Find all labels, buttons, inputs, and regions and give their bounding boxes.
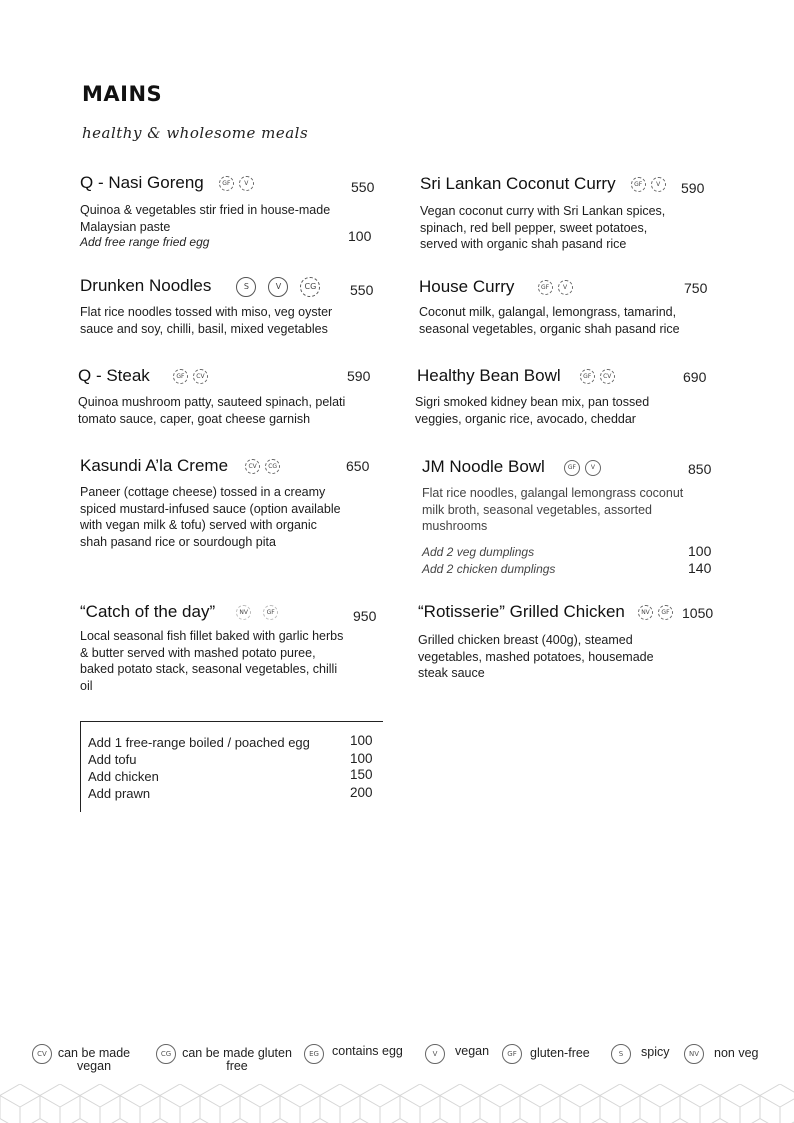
legend-label: gluten-free xyxy=(530,1046,590,1060)
dish-price: 550 xyxy=(351,179,375,195)
dish-name: Drunken Noodles xyxy=(80,276,212,295)
dish-badges xyxy=(580,369,615,384)
legend-item-vegan xyxy=(425,1044,489,1064)
can-be-gluten-free-icon: CG xyxy=(300,277,320,297)
legend-item-contains-egg xyxy=(304,1044,403,1064)
dish-badges xyxy=(236,277,320,297)
dish-kasundi-ala-creme xyxy=(80,456,280,476)
can-be-vegan-icon: CV xyxy=(193,369,208,384)
addon-price: 150 xyxy=(350,767,373,782)
dish-badges xyxy=(219,176,254,191)
dish-description: Quinoa & vegetables stir fried in house-made Malaysian paste xyxy=(80,203,331,234)
legend-item-gluten-free xyxy=(502,1044,590,1064)
addon-price: 200 xyxy=(350,785,373,800)
dish-badges xyxy=(564,460,601,476)
dish-description: Paneer (cottage cheese) tossed in a creamy spiced mustard-infused sauce (option available with vegan milk & tofu) served with organic shah pasand rice or sourdough pita xyxy=(80,485,341,549)
dish-catch-of-the-day xyxy=(80,602,278,622)
dish-price: 750 xyxy=(684,280,708,296)
contains-egg-icon: EG xyxy=(304,1044,324,1064)
gluten-free-icon: GF xyxy=(631,177,646,192)
legend-item-can-be-gluten-free xyxy=(156,1044,296,1073)
non-veg-icon: NV xyxy=(638,605,653,620)
vegan-icon: V xyxy=(651,177,666,192)
dish-name: JM Noodle Bowl xyxy=(422,457,545,476)
dish-name: “Rotisserie” Grilled Chicken xyxy=(418,602,625,621)
dish-name: Kasundi A’la Creme xyxy=(80,456,229,475)
can-be-gluten-free-icon: CG xyxy=(265,459,280,474)
gluten-free-icon: GF xyxy=(502,1044,522,1064)
gluten-free-icon: GF xyxy=(219,176,234,191)
dish-extra-label: Add 2 chicken dumplings xyxy=(422,562,556,576)
vegan-icon: V xyxy=(425,1044,445,1064)
can-be-vegan-icon: CV xyxy=(245,459,260,474)
decorative-footer-pattern xyxy=(0,1084,794,1123)
menu-section-title: MAINS xyxy=(82,82,163,106)
dish-rotisserie-grilled-chicken xyxy=(418,602,673,622)
dish-badges xyxy=(173,369,208,384)
dish-extra-label: Add 2 veg dumplings xyxy=(422,545,535,559)
dish-price: 850 xyxy=(688,461,712,477)
dish-nasi-goreng xyxy=(80,173,254,193)
dish-price: 590 xyxy=(681,180,705,196)
dish-extra-price: 100 xyxy=(688,543,712,559)
dish-price: 590 xyxy=(347,368,371,384)
dish-description: Quinoa mushroom patty, sauteed spinach, pelati tomato sauce, caper, goat cheese garnish xyxy=(78,395,346,426)
dish-name: Q - Nasi Goreng xyxy=(80,173,204,192)
vegan-icon: V xyxy=(585,460,601,476)
spicy-icon: S xyxy=(611,1044,631,1064)
dish-extra-price: 140 xyxy=(688,560,712,576)
vegan-icon: V xyxy=(268,277,288,297)
dish-name: House Curry xyxy=(419,277,515,296)
legend-item-can-be-vegan xyxy=(32,1044,134,1073)
gluten-free-icon: GF xyxy=(263,605,278,620)
addon-label: Add tofu xyxy=(88,752,137,767)
addon-price: 100 xyxy=(350,751,373,766)
dish-description: Vegan coconut curry with Sri Lankan spices, spinach, red bell pepper, sweet potatoes, served with organic shah pasand rice xyxy=(420,204,666,251)
non-veg-icon: NV xyxy=(236,605,251,620)
dish-drunken-noodles xyxy=(80,276,320,297)
vegan-icon: V xyxy=(239,176,254,191)
dish-badges xyxy=(236,605,278,620)
legend-item-non-veg xyxy=(684,1044,758,1064)
gluten-free-icon: GF xyxy=(658,605,673,620)
gluten-free-icon: GF xyxy=(173,369,188,384)
dish-price: 1050 xyxy=(682,605,714,621)
dish-price: 690 xyxy=(683,369,707,385)
dish-price: 550 xyxy=(350,282,374,298)
dish-price: 650 xyxy=(346,458,370,474)
gluten-free-icon: GF xyxy=(538,280,553,295)
dish-badges xyxy=(245,459,280,474)
dish-sri-lankan-coconut-curry xyxy=(420,174,666,194)
dish-description: Sigri smoked kidney bean mix, pan tossed veggies, organic rice, avocado, cheddar xyxy=(415,395,650,426)
can-be-vegan-icon: CV xyxy=(32,1044,52,1064)
non-veg-icon: NV xyxy=(684,1044,704,1064)
dish-description: Flat rice noodles, galangal lemongrass coconut milk broth, seasonal vegetables, assorted mushrooms xyxy=(422,486,684,533)
can-be-gluten-free-icon: CG xyxy=(156,1044,176,1064)
dish-addon-price: 100 xyxy=(348,228,372,244)
dish-name: Sri Lankan Coconut Curry xyxy=(420,174,616,193)
legend-item-spicy xyxy=(611,1044,669,1064)
dish-jm-noodle-bowl xyxy=(422,457,601,477)
spicy-icon: S xyxy=(236,277,256,297)
addon-label: Add prawn xyxy=(88,786,151,801)
dish-description: Flat rice noodles tossed with miso, veg oyster sauce and soy, chilli, basil, mixed vegetables xyxy=(80,305,333,336)
addon-label: Add 1 free-range boiled / poached egg xyxy=(88,735,310,750)
gluten-free-icon: GF xyxy=(580,369,595,384)
dish-price: 950 xyxy=(353,608,377,624)
can-be-vegan-icon: CV xyxy=(600,369,615,384)
dietary-legend xyxy=(0,1044,794,1080)
dish-badges xyxy=(631,177,666,192)
dish-name: Healthy Bean Bowl xyxy=(417,366,561,385)
legend-label: can be made gluten free xyxy=(182,1046,292,1073)
menu-section-subtitle: healthy & wholesome meals xyxy=(82,124,309,142)
dish-q-steak xyxy=(78,366,208,386)
legend-label: non veg xyxy=(714,1046,759,1060)
dish-description: Coconut milk, galangal, lemongrass, tamarind, seasonal vegetables, organic shah pasand rice xyxy=(419,305,680,336)
legend-label: can be made vegan xyxy=(57,1046,131,1073)
dish-name: Q - Steak xyxy=(78,366,150,385)
legend-label: spicy xyxy=(641,1045,670,1059)
dish-description: Local seasonal fish fillet baked with garlic herbs & butter served with mashed potato puree, baked potato stack, seasonal vegetables, chilli oil xyxy=(80,629,344,693)
dish-house-curry xyxy=(419,277,573,297)
dish-healthy-bean-bowl xyxy=(417,366,615,386)
legend-label: contains egg xyxy=(332,1044,403,1058)
dish-addon-note: Add free range fried egg xyxy=(80,235,210,249)
gluten-free-icon: GF xyxy=(564,460,580,476)
dish-description: Grilled chicken breast (400g), steamed vegetables, mashed potatoes, housemade steak sauce xyxy=(418,633,654,680)
dish-name: “Catch of the day” xyxy=(80,602,216,621)
dish-badges xyxy=(538,280,573,295)
legend-label: vegan xyxy=(455,1044,490,1058)
dish-badges xyxy=(638,605,673,620)
addon-price: 100 xyxy=(350,733,373,748)
vegan-icon: V xyxy=(558,280,573,295)
addon-label: Add chicken xyxy=(88,769,159,784)
